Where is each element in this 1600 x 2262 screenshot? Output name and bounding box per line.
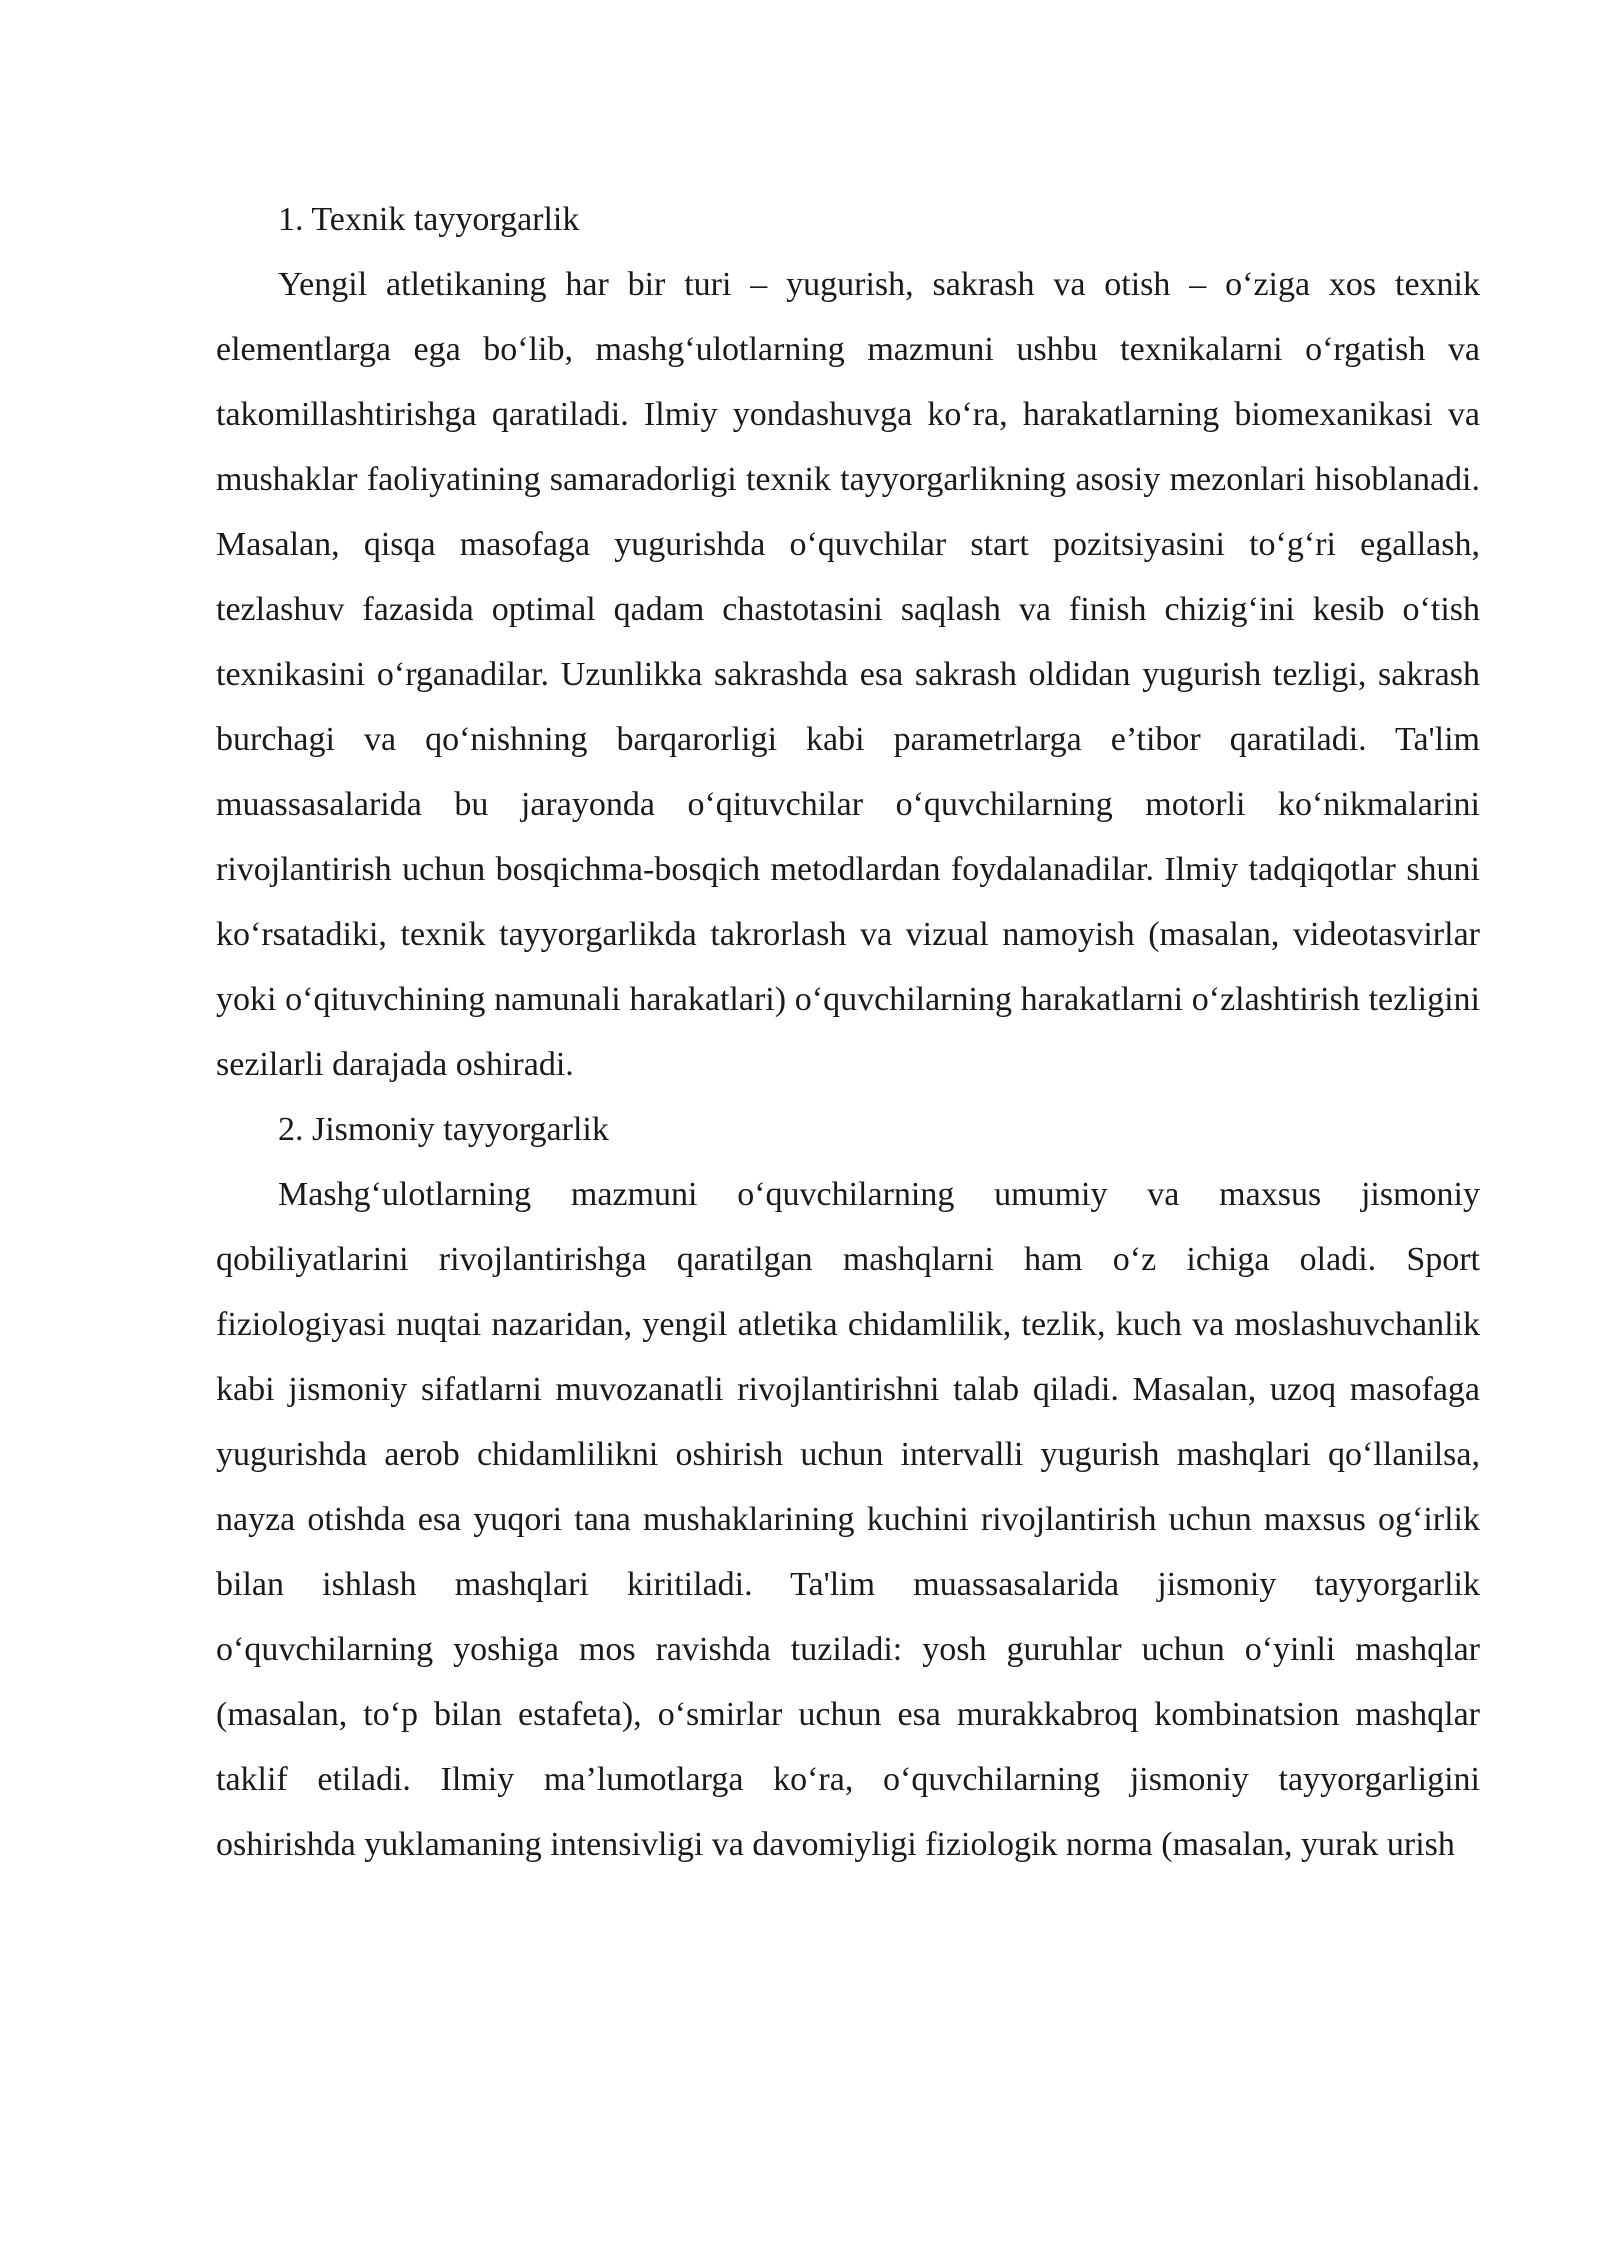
section-heading-physical: 2. Jismoniy tayyorgarlik xyxy=(278,1111,609,1148)
document-body xyxy=(216,187,1480,1877)
section-paragraph-technical: Yengil atletikaning har bir turi – yugurish, sakrash va otish – o‘ziga xos texnik elementlarga ega bo‘lib, mashg‘ulotlarning mazmuni ushbu texnikalarni o‘rgatish va takomillashtirishga qaratiladi. Ilmiy yondashuvga ko‘ra, harakatlarning biomexanikasi va mushaklar faoliyatining samaradorligi texnik tayyorgarlikning asosiy mezonlari hisoblanadi. Masalan, qisqa masofaga yugurishda o‘quvchilar start pozitsiyasini to‘g‘ri egallash, tezlashuv fazasida optimal qadam chastotasini saqlash va finish chizig‘ini kesib o‘tish texnikasini o‘rganadilar. Uzunlikka sakrashda esa sakrash oldidan yugurish tezligi, sakrash burchagi va qo‘nishning barqarorligi kabi parametrlarga e’tibor qaratiladi. Ta'lim muassasalarida bu jarayonda o‘qituvchilar o‘quvchilarning motorli ko‘nikmalarini rivojlantirish uchun bosqichma-bosqich metodlardan foydalanadilar. Ilmiy tadqiqotlar shuni ko‘rsatadiki, texnik tayyorgarlikda takrorlash va vizual namoyish (masalan, videotasvirlar yoki o‘qituvchining namunali harakatlari) o‘quvchilarning harakatlarni o‘zlashtirish tezligini sezilarli darajada oshiradi. xyxy=(216,266,1480,1083)
section-heading-technical: 1. Texnik tayyorgarlik xyxy=(278,201,580,238)
section-paragraph-physical: Mashg‘ulotlarning mazmuni o‘quvchilarning umumiy va maxsus jismoniy qobiliyatlarini rivojlantirishga qaratilgan mashqlarni ham o‘z ichiga oladi. Sport fiziologiyasi nuqtai nazaridan, yengil atletika chidamlilik, tezlik, kuch va moslashuvchanlik kabi jismoniy sifatlarni muvozanatli rivojlantirishni talab qiladi. Masalan, uzoq masofaga yugurishda aerob chidamlilikni oshirish uchun intervalli yugurish mashqlari qo‘llanilsa, nayza otishda esa yuqori tana mushaklarining kuchini rivojlantirish uchun maxsus og‘irlik bilan ishlash mashqlari kiritiladi. Ta'lim muassasalarida jismoniy tayyorgarlik o‘quvchilarning yoshiga mos ravishda tuziladi: yosh guruhlar uchun o‘yinli mashqlar (masalan, to‘p bilan estafeta), o‘smirlar uchun esa murakkabroq kombinatsion mashqlar taklif etiladi. Ilmiy ma’lumotlarga ko‘ra, o‘quvchilarning jismoniy tayyorgarligini oshirishda yuklamaning intensivligi va davomiyligi fiziologik norma (masalan, yurak urish xyxy=(216,1176,1480,1863)
